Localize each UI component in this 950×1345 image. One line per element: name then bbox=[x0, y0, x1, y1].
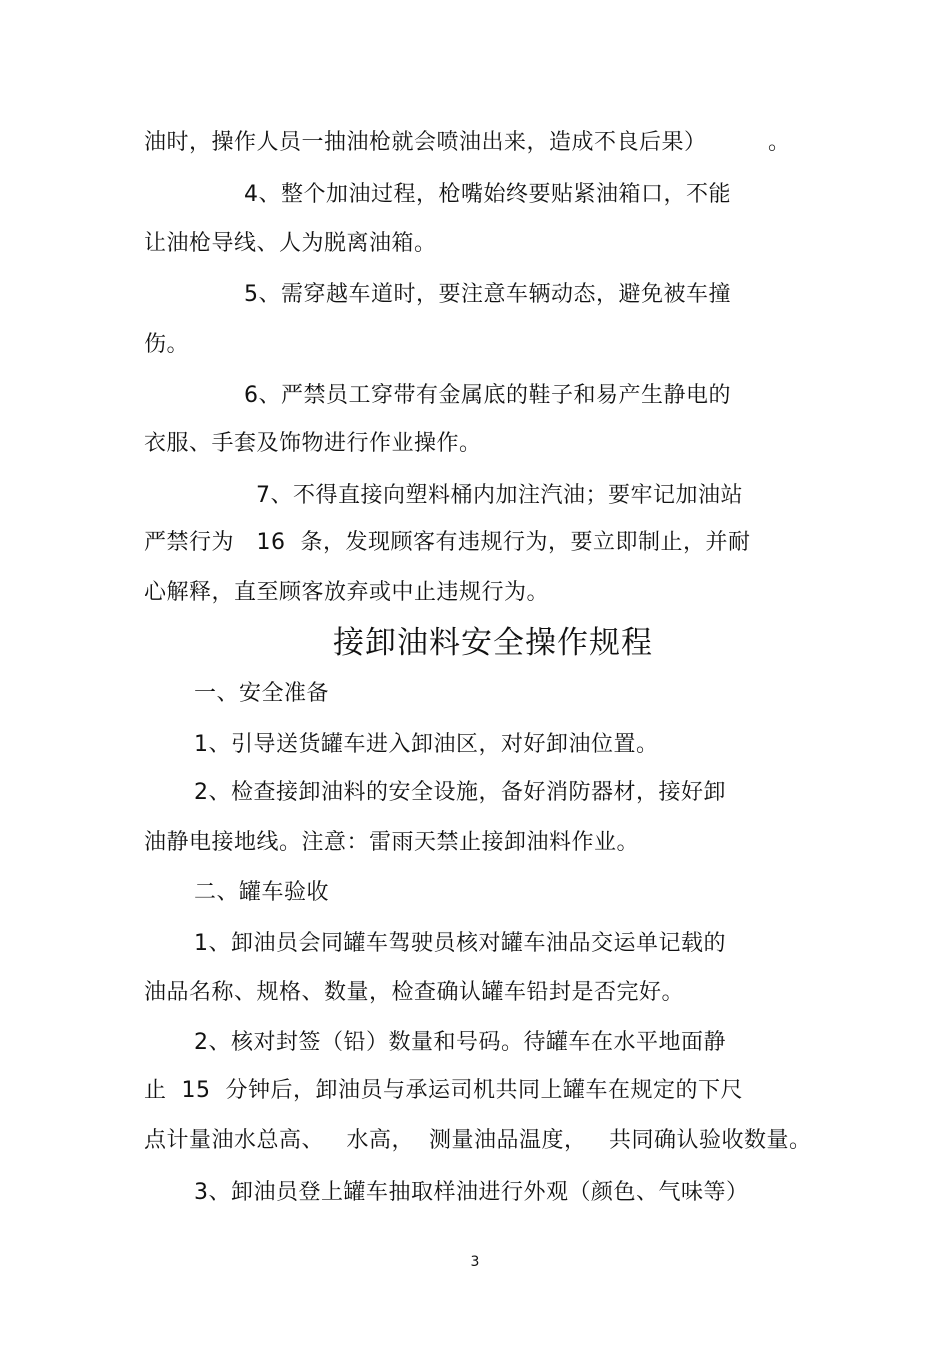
text-line: 3、卸油员登上罐车抽取样油进行外观（颜色、气味等） bbox=[194, 1180, 749, 1205]
text-line: 心解释，直至顾客放弃或中止违规行为。 bbox=[144, 580, 550, 605]
text-line: 衣服、手套及饰物进行作业操作。 bbox=[144, 431, 482, 456]
text-line: 5、需穿越车道时，要注意车辆动态，避免被车撞 bbox=[244, 282, 731, 307]
section-title: 接卸油料安全操作规程 bbox=[333, 625, 653, 661]
text-line: 2、核对封签（铅）数量和号码。待罐车在水平地面静 bbox=[194, 1030, 726, 1055]
text-line: 油时，操作人员一抽油枪就会喷油出来，造成不良后果） bbox=[144, 130, 707, 155]
subsection-heading: 二、罐车验收 bbox=[194, 880, 330, 905]
text-line: 1、卸油员会同罐车驾驶员核对罐车油品交运单记载的 bbox=[194, 931, 726, 956]
page-number: 3 bbox=[470, 1254, 480, 1270]
text-line: 7、不得直接向塑料桶内加注汽油；要牢记加油站 bbox=[256, 483, 743, 508]
text-line: 止 15 分钟后，卸油员与承运司机共同上罐车在规定的下尺 bbox=[144, 1078, 743, 1103]
text-line: 让油枪导线、人为脱离油箱。 bbox=[144, 231, 437, 256]
text-line: 油品名称、规格、数量，检查确认罐车铅封是否完好。 bbox=[144, 980, 685, 1005]
text-line: 点计量油水总高、 水高， 测量油品温度， 共同确认验收数量。 bbox=[144, 1128, 812, 1153]
text-line: 油静电接地线。注意：雷雨天禁止接卸油料作业。 bbox=[144, 830, 640, 855]
text-line: 严禁行为 16 条，发现顾客有违规行为，要立即制止，并耐 bbox=[144, 530, 751, 555]
text-line: 2、检查接卸油料的安全设施，备好消防器材，接好卸 bbox=[194, 780, 726, 805]
text-line: 6、严禁员工穿带有金属底的鞋子和易产生静电的 bbox=[244, 383, 731, 408]
text-line: 4、整个加油过程，枪嘴始终要贴紧油箱口，不能 bbox=[244, 182, 731, 207]
text-line: 1、引导送货罐车进入卸油区，对好卸油位置。 bbox=[194, 732, 659, 757]
text-line: 。 bbox=[768, 130, 791, 155]
text-line: 伤。 bbox=[144, 332, 190, 357]
subsection-heading: 一、安全准备 bbox=[194, 681, 330, 706]
